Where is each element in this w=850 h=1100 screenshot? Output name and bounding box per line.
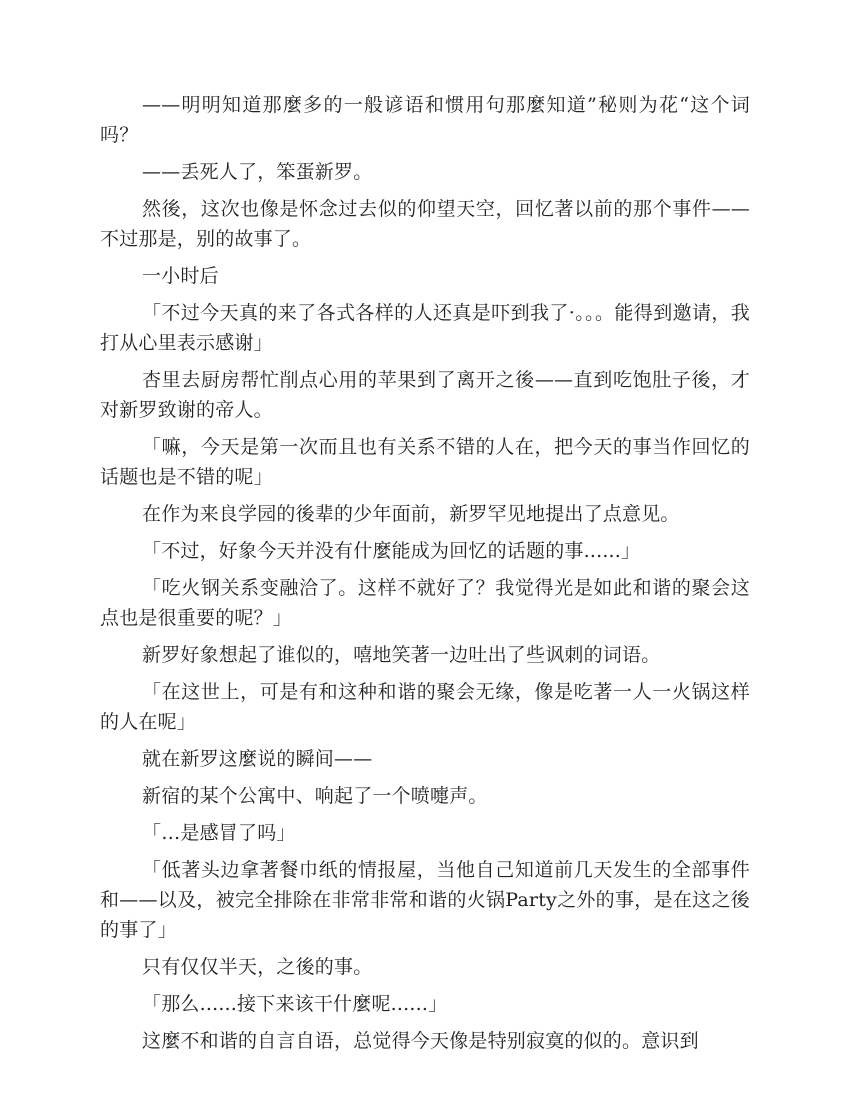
document-page [100,90,750,1063]
paragraph: 这麼不和谐的自言自语，总觉得今天像是特别寂寞的似的。意识到 [142,1030,699,1052]
paragraph: 只有仅仅半天，之後的事。 [142,956,373,978]
paragraph: 在作为来良学园的後辈的少年面前，新罗罕见地提出了点意见。 [142,503,680,525]
paragraph: ——丢死人了，笨蛋新罗。 [142,161,373,183]
paragraph: 新宿的某个公寓中、响起了一个喷嚏声。 [142,785,488,807]
paragraph: 「不过，好象今天并没有什麼能成为回忆的话题的事......」 [142,540,641,562]
paragraph: 「低著头边拿著餐巾纸的情报屋，当他自己知道前几天发生的全部事件和——以及，被完全排除在非常非常和谐的火锅Party之外的事，是在这之後的事了」 [100,859,750,941]
paragraph: 杏里去厨房帮忙削点心用的苹果到了离开之後——直到吃饱肚子後，才对新罗致谢的帝人。 [100,369,750,421]
paragraph: 「不过今天真的来了各式各样的人还真是吓到我了·。。。能得到邀请，我打从心里表示感谢」 [100,302,750,354]
paragraph: 然後，这次也像是怀念过去似的仰望天空，回忆著以前的那个事件——不过那是，别的故事了。 [100,198,750,250]
paragraph: ——明明知道那麼多的一般谚语和惯用句那麼知道”秘则为花“这个词吗？ [100,94,750,146]
paragraph: 就在新罗这麼说的瞬间—— [142,748,373,770]
paragraph: 「吃火钢关系变融洽了。这样不就好了？我觉得光是如此和谐的聚会这点也是很重要的呢？」 [100,577,750,629]
paragraph: 「…是感冒了吗」 [142,822,296,844]
paragraph: 一小时后 [142,265,219,287]
paragraph: 「在这世上，可是有和这种和谐的聚会无缘，像是吃著一人一火锅这样的人在呢」 [100,681,750,733]
paragraph: 「那么......接下来该干什麼呢......」 [142,993,448,1015]
paragraph: 「嘛，今天是第一次而且也有关系不错的人在，把今天的事当作回忆的话题也是不错的呢」 [100,436,750,488]
paragraph: 新罗好象想起了谁似的，嘻地笑著一边吐出了些讽刺的词语。 [142,644,661,666]
